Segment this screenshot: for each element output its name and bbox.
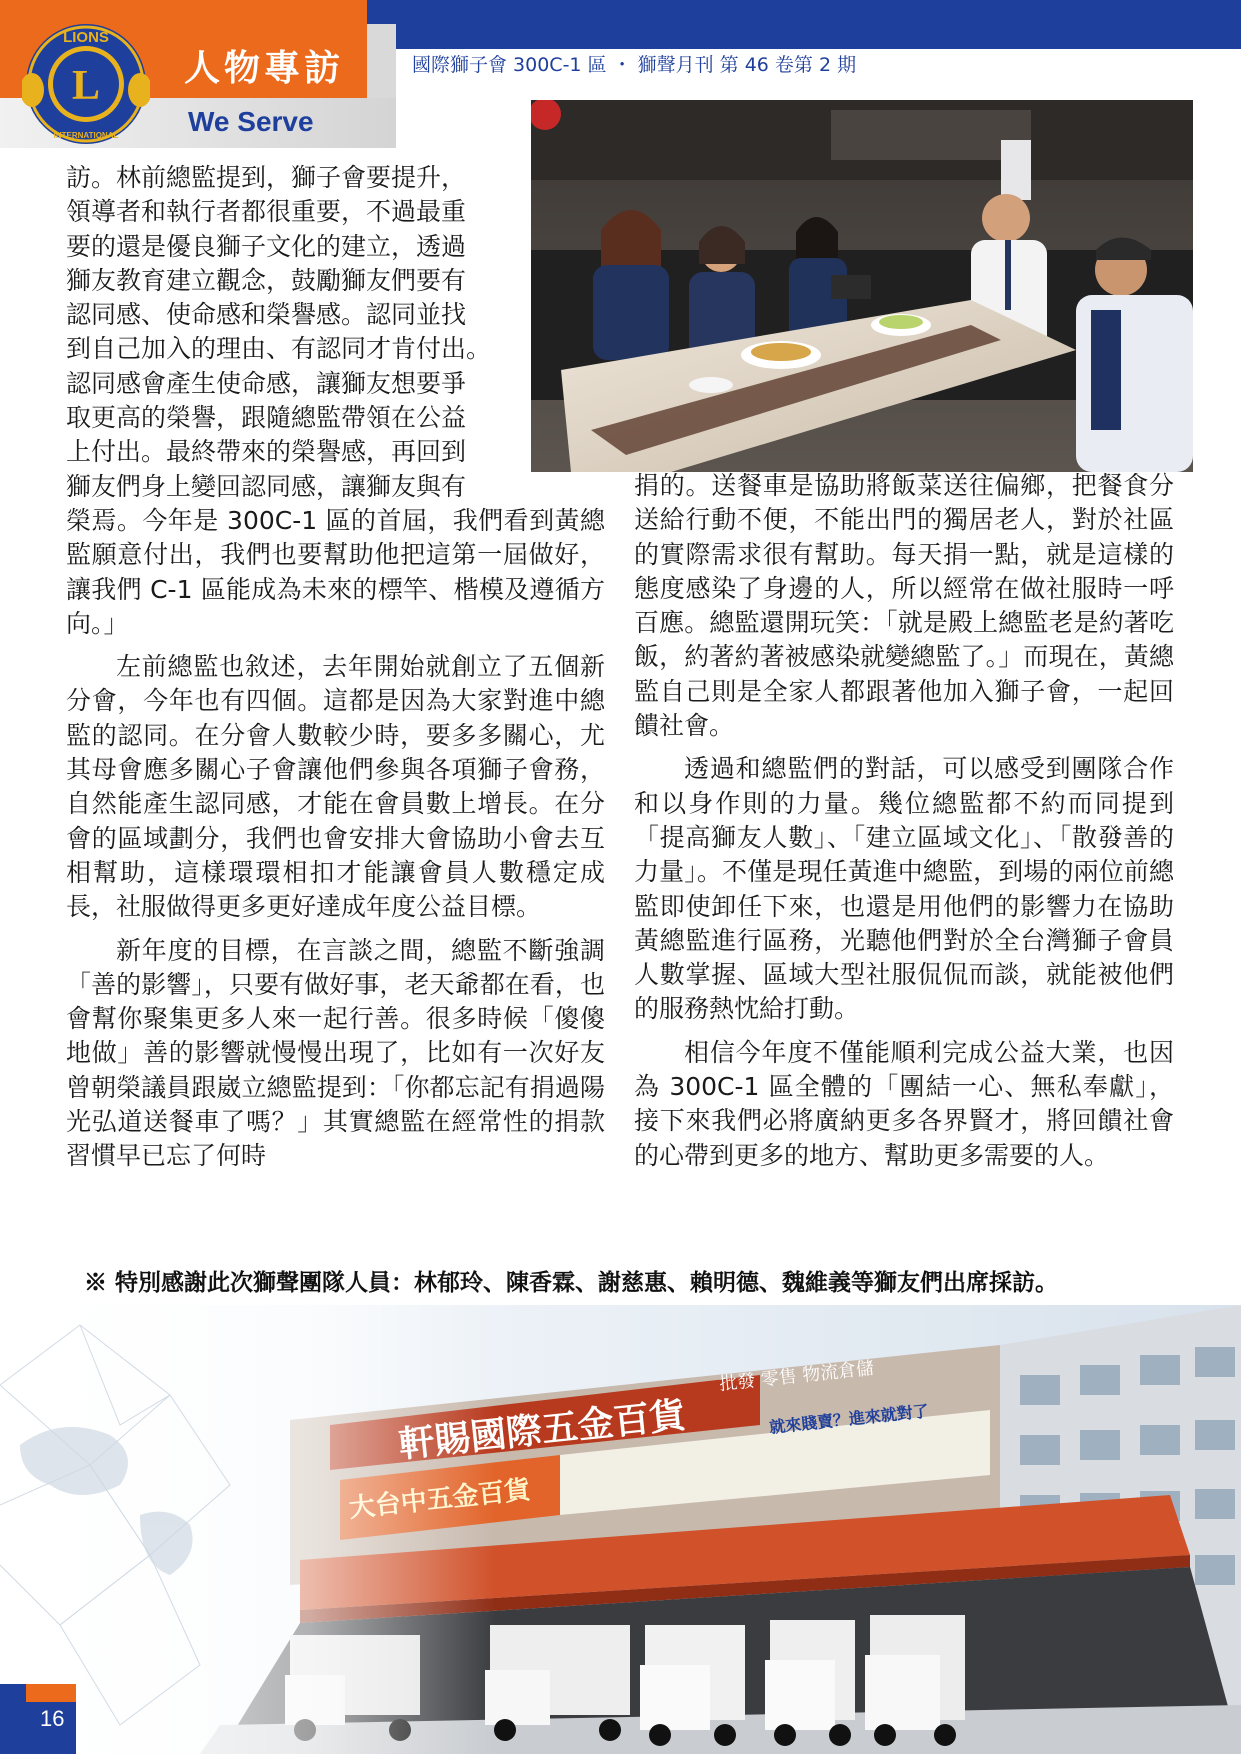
article-line: 要的還是優良獅子文化的建立，透過	[66, 231, 467, 261]
page-number: 16	[40, 1706, 65, 1731]
slogan: We Serve	[188, 106, 314, 137]
header-divider	[367, 24, 396, 98]
article-line: 獅友們身上變回認同感，讓獅友與有	[66, 471, 467, 501]
warehouse-photo	[0, 1305, 1241, 1754]
logo-letter: L	[71, 63, 101, 109]
article-lead-block	[66, 161, 491, 504]
article-line: 領導者和執行者都很重要，不過最重	[66, 197, 467, 227]
article-line: 上付出。最終帶來的榮譽感，再回到	[66, 437, 467, 467]
article-paragraph: 新年度的目標，在言談之間，總監不斷強調「善的影響」，只要有做好事，老天爺都在看，也會幫你聚集更多人來一起行善。很多時候「傻傻地做」善的影響就慢慢出現了，比如有一次好友曾朝榮議員跟崴立總監提到：「你都忘記有捐過陽光弘道送餐車了嗎？」其實總監在經常性的捐款習慣早已忘了何時	[66, 935, 605, 1171]
article-line: 認同感、使命感和榮譽感。認同並找	[66, 300, 467, 330]
logo-text-top: LIONS	[63, 29, 109, 46]
article-paragraph: 透過和總監們的對話，可以感受到團隊合作和以身作則的力量。幾位總監都不約而同提到「提高獅友人數」、「建立區域文化」、「散發善的力量」。不僅是現任黃進中總監，到場的兩位前總監即使卸任下來，也還是用他們的影響力在協助黃總監進行區務，光聽他們對於全台灣獅子會員人數掌握、區域大型社服侃侃而談，就能被他們的服務熱忱給打動。	[634, 754, 1174, 1024]
logo-text-bottom: INTERNATIONAL	[53, 131, 119, 140]
section-title: 人物專訪	[184, 48, 345, 89]
lions-logo	[22, 20, 150, 148]
article-paragraph: 左前總監也敘述，去年開始就創立了五個新分會，今年也有四個。這都是因為大家對進中總監的認同。在分會人數較少時，要多多關心，尤其母會應多關心子會讓他們參與各項獅子會務，自然能產生認同感，才能在會員數上增長。在分會的區域劃分，我們也會安排大會協助小會去互相幫助，這樣環環相扣才能讓會員人數穩定成長，社服做得更多更好達成年度公益目標。	[66, 652, 605, 922]
article-right-column	[634, 469, 1174, 1173]
article-line: 認同感會產生使命感，讓獅友想要爭	[66, 368, 467, 398]
article-line: 到自己加入的理由、有認同才肯付出。	[66, 334, 492, 364]
issue-line: 國際獅子會 300C-1 區 ・ 獅聲月刊 第 46 卷第 2 期	[412, 54, 857, 76]
interview-photo	[531, 100, 1193, 472]
page-number-accent	[26, 1684, 76, 1702]
article-paragraph: 相信今年度不僅能順利完成公益大業，也因為 300C-1 區全體的「團結一心、無私奉獻」，接下來我們必將廣納更多各界賢才，將回饋社會的心帶到更多的地方、幫助更多需要的人。	[634, 1037, 1174, 1170]
article-line: 取更高的榮譽，跟隨總監帶領在公益	[66, 403, 467, 433]
article-paragraph: 捐的。送餐車是協助將飯菜送往偏鄉，把餐食分送給行動不便，不能出門的獨居老人，對於社區的實際需求很有幫助。每天捐一點，就是這樣的態度感染了身邊的人，所以經常在做社服時一呼百應。總監還開玩笑：「就是殿上總監老是約著吃飯，約著約著被感染就變總監了。」而現在，黃總監自己則是全家人都跟著他加入獅子會，一起回饋社會。	[634, 471, 1174, 741]
article-line: 獅友教育建立觀念，鼓勵獅友們要有	[66, 265, 467, 295]
thanks-note: ※ 特別感謝此次獅聲團隊人員：林郁玲、陳香霖、謝慈惠、賴明德、魏維義等獅友們出席採訪。	[84, 1269, 1059, 1296]
article-paragraph: 榮焉。今年是 300C-1 區的首屆，我們看到黃總監願意付出，我們也要幫助他把這第一屆做好，讓我們 C-1 區能成為未來的標竿、楷模及遵循方向。」	[66, 506, 605, 638]
article-left-column	[66, 504, 605, 1174]
article-line: 訪。林前總監提到，獅子會要提升，	[66, 163, 467, 192]
